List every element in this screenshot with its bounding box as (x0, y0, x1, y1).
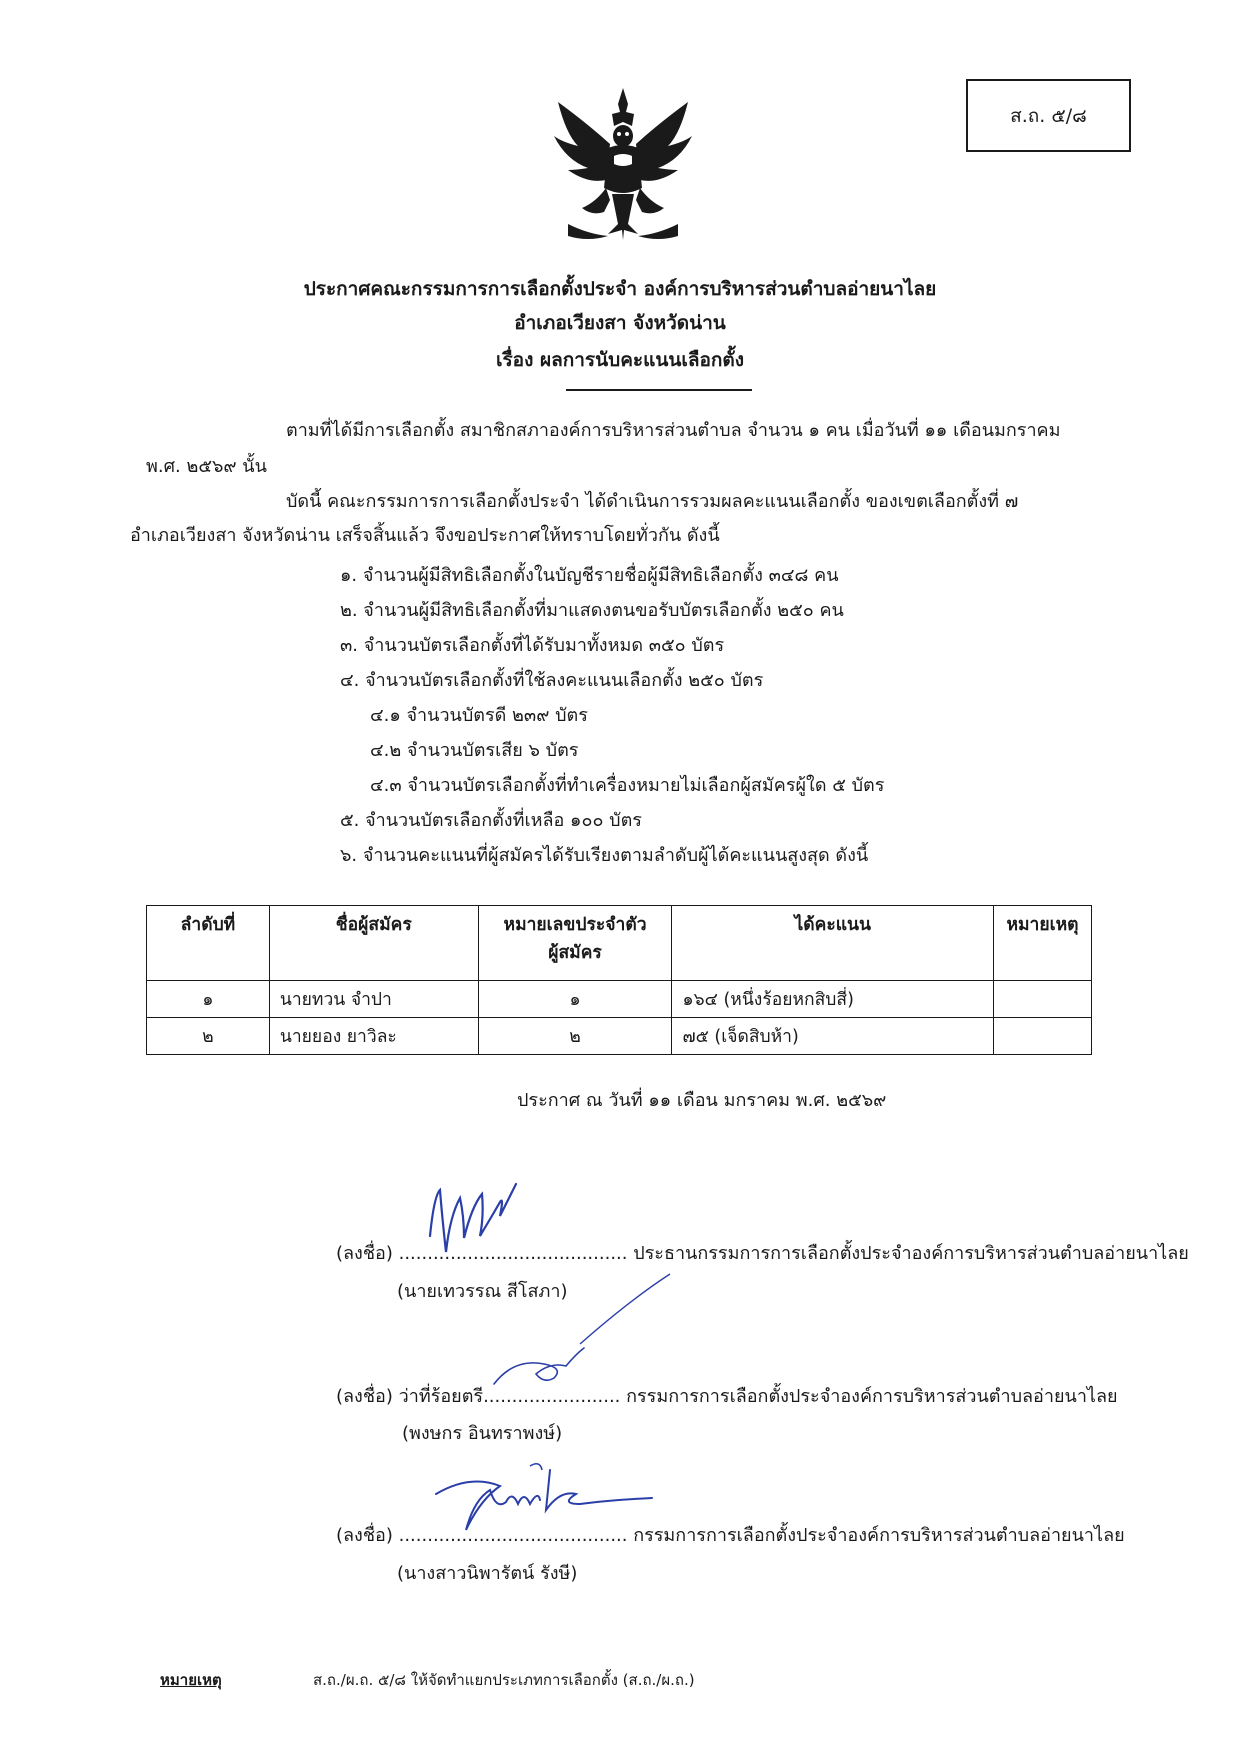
cell-score: ๑๖๔ (หนึ่งร้อยหกสิบสี่) (672, 981, 994, 1018)
list-item: ๒. จำนวนผู้มีสิทธิเลือกตั้งที่มาแสดงตนขอรับบัตรเลือกตั้ง ๒๕๐ คน (340, 600, 844, 621)
paragraph-1-line-1: ตามที่ได้มีการเลือกตั้ง สมาชิกสภาองค์การบริหารส่วนตำบล จำนวน ๑ คน เมื่อวันที่ ๑๑ เดือนมกราคม (286, 420, 1061, 441)
table-row (147, 1018, 1092, 1055)
list-item: ๓. จำนวนบัตรเลือกตั้งที่ได้รับมาทั้งหมด ๓๕๐ บัตร (340, 635, 725, 656)
cell-rank: ๒ (147, 1018, 270, 1055)
paragraph-1-line-2: พ.ศ. ๒๕๖๙ นั้น (146, 456, 267, 477)
list-item: ๑. จำนวนผู้มีสิทธิเลือกตั้งในบัญชีรายชื่อผู้มีสิทธิเลือกตั้ง ๓๔๘ คน (340, 565, 839, 586)
cell-score: ๗๕ (เจ็ดสิบห้า) (672, 1018, 994, 1055)
list-item: ๔.๒ จำนวนบัตรเสีย ๖ บัตร (370, 740, 579, 761)
subject-line: เรื่อง ผลการนับคะแนนเลือกตั้ง (495, 349, 744, 371)
header-score: ได้คะแนน (672, 906, 994, 981)
list-item: ๔. จำนวนบัตรเลือกตั้งที่ใช้ลงคะแนนเลือกตั้ง ๒๕๐ บัตร (340, 670, 764, 691)
form-code: ส.ถ. ๕/๘ (1010, 104, 1087, 127)
paragraph-2-line-1: บัดนี้ คณะกรรมการการเลือกตั้งประจำ ได้ดำเนินการรวมผลคะแนนเลือกตั้ง ของเขตเลือกตั้งที่ ๗ (286, 491, 1019, 512)
garuda-emblem-icon (548, 84, 698, 244)
district-province: อำเภอเวียงสา จังหวัดน่าน (514, 312, 726, 334)
pen-stroke-mark (560, 1270, 680, 1350)
footnote-label: หมายเหตุ (160, 1671, 222, 1689)
handwritten-signature-member-1 (484, 1344, 594, 1394)
list-item: ๕. จำนวนบัตรเลือกตั้งที่เหลือ ๑๐๐ บัตร (340, 810, 642, 831)
signatory-name-chairman: (นายเทวรรณ สีโสภา) (397, 1281, 568, 1302)
handwritten-signature-member-2 (430, 1460, 660, 1540)
table-header-row (147, 906, 1092, 981)
cell-candidate-number: ๒ (478, 1018, 672, 1055)
cell-rank: ๑ (147, 981, 270, 1018)
cell-candidate-number: ๑ (478, 981, 672, 1018)
cell-remarks (993, 981, 1091, 1018)
announcement-date: ประกาศ ณ วันที่ ๑๑ เดือน มกราคม พ.ศ. ๒๕๖๙ (517, 1090, 887, 1111)
list-item: ๖. จำนวนคะแนนที่ผู้สมัครได้รับเรียงตามลำดับผู้ได้คะแนนสูงสุด ดังนี้ (340, 845, 869, 866)
list-item: ๔.๑ จำนวนบัตรดี ๒๓๙ บัตร (370, 705, 588, 726)
signature-line-chairman: (ลงชื่อ) ........................................ ประธานกรรมการการเลือกตั้งประจำองค์การบริหารส่วนตำบลอ่ายนาไลย (336, 1243, 1189, 1264)
footnote-text: ส.ถ./ผ.ถ. ๕/๘ ให้จัดทำแยกประเภทการเลือกตั้ง (ส.ถ./ผ.ถ.) (313, 1671, 695, 1689)
header-candidate-number: หมายเลขประจำตัว ผู้สมัคร (478, 906, 672, 981)
signature-line-member-2: (ลงชื่อ) ........................................ กรรมการการเลือกตั้งประจำองค์การบริหารส่วนตำบลอ่ายนาไลย (336, 1525, 1125, 1546)
header-candidate-name: ชื่อผู้สมัคร (269, 906, 478, 981)
header-rank: ลำดับที่ (147, 906, 270, 981)
title-divider (566, 389, 752, 391)
signatory-name-member-1: (พงษกร อินทราพงษ์) (402, 1423, 563, 1444)
table-row (147, 981, 1092, 1018)
signatory-name-member-2: (นางสาวนิพารัตน์ รังษี) (397, 1563, 578, 1584)
list-item: ๔.๓ จำนวนบัตรเลือกตั้งที่ทำเครื่องหมายไม่เลือกผู้สมัครผู้ใด ๕ บัตร (370, 775, 885, 796)
announcement-title: ประกาศคณะกรรมการการเลือกตั้งประจำ องค์การบริหารส่วนตำบลอ่ายนาไลย (303, 278, 937, 300)
cell-candidate-name: นายทวน จำปา (269, 981, 478, 1018)
form-code-box (966, 79, 1131, 152)
results-table (146, 905, 1092, 1055)
header-remarks: หมายเหตุ (993, 906, 1091, 981)
cell-remarks (993, 1018, 1091, 1055)
cell-candidate-name: นายยอง ยาวิละ (269, 1018, 478, 1055)
handwritten-signature-chairman (420, 1176, 570, 1262)
paragraph-2-line-2: อำเภอเวียงสา จังหวัดน่าน เสร็จสิ้นแล้ว จึงขอประกาศให้ทราบโดยทั่วกัน ดังนี้ (130, 525, 720, 546)
signature-line-member-1: (ลงชื่อ) ว่าที่ร้อยตรี........................ กรรมการการเลือกตั้งประจำองค์การบริหารส่วนตำบลอ่ายนาไลย (336, 1386, 1118, 1407)
